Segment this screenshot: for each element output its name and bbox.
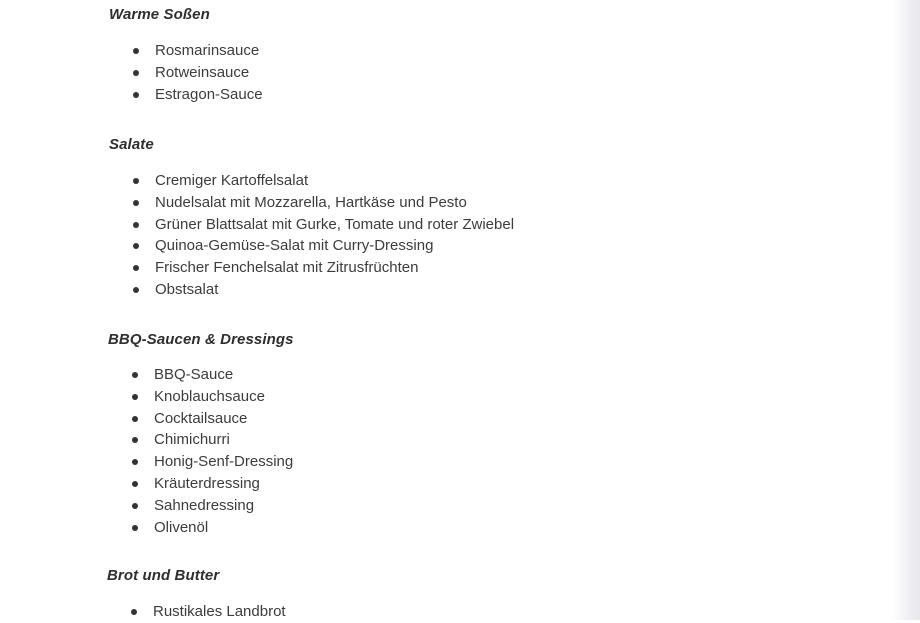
list-item: Frischer Fenchelsalat mit Zitrusfrüchten [155,257,514,279]
list-item: Quinoa-Gemüse-Salat mit Curry-Dressing [155,235,514,257]
list-item: Chimichurri [154,429,293,451]
list-item: Estragon-Sauce [155,84,263,106]
list-item: Sahnedressing [154,495,293,517]
bullet-icon [132,503,138,509]
section-heading: Salate [109,136,154,153]
section-heading: BBQ-Saucen & Dressings [108,331,294,348]
item-list [154,364,293,538]
bullet-icon [133,265,139,271]
bullet-icon [132,459,138,465]
list-item: BBQ-Sauce [154,364,293,386]
bullet-icon [133,70,139,76]
bullet-icon [132,372,138,378]
section-heading: Warme Soßen [109,6,210,23]
list-item: Kräuterdressing [154,473,293,495]
bullet-icon [132,394,138,400]
bullet-icon [132,437,138,443]
list-item: Nudelsalat mit Mozzarella, Hartkäse und Pesto [155,192,514,214]
bullet-icon [132,481,138,487]
list-item: Knoblauchsauce [154,386,293,408]
item-list [155,40,263,105]
bullet-icon [133,243,139,249]
list-item: Cocktailsauce [154,408,293,430]
list-item: Cremiger Kartoffelsalat [155,170,514,192]
item-list [155,170,514,301]
list-item: Olivenöl [154,517,293,539]
bullet-icon [131,609,137,615]
bullet-icon [133,92,139,98]
bullet-icon [133,200,139,206]
list-item: Rotweinsauce [155,62,263,84]
bullet-icon [132,416,138,422]
bullet-icon [133,287,139,293]
section-heading: Brot und Butter [107,567,220,584]
bullet-icon [133,178,139,184]
bullet-icon [133,222,139,228]
bullet-icon [133,48,139,54]
list-item: Grüner Blattsalat mit Gurke, Tomate und roter Zwiebel [155,214,514,236]
list-item: Rustikales Landbrot [153,601,286,623]
bullet-icon [132,525,138,531]
page-edge-shadow [892,0,920,620]
list-item: Honig-Senf-Dressing [154,451,293,473]
list-item: Rosmarinsauce [155,40,263,62]
list-item: Obstsalat [155,279,514,301]
